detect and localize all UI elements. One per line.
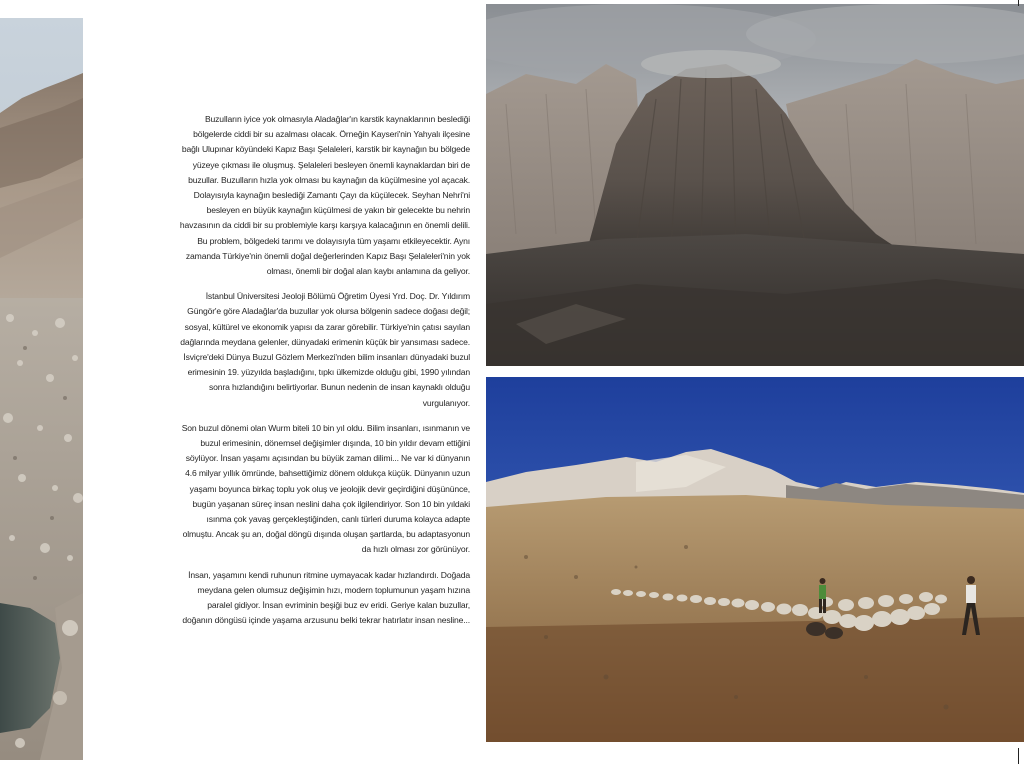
rocky-valley-illustration [0, 18, 83, 760]
article-paragraph-1: Buzulların iyice yok olmasıyla Aladağlar'ın karstik kaynaklarının beslediği bölgelerde ciddi bir su azalması olacak. Örneğin Kayseri'nin Yahyalı ilçesine bağlı Ulupınar köyündeki Kapız Başı Şelaleleri, karstik bir kaynağın bu bölgede yüzeye çıkması ile oluşmuş. Şelaleleri besleyen önemli kaynaklardan biri de buzullar. Buzulların hızla yok olması bu kaynağın da küçülmesine yol açacak. Dolayısıyla kaynağın beslediği Zamantı Çayı da küçülecek. Seyhan Nehri'ni besleyen en büyük kaynağın küçülmesi de yakın bir gelecekte bu nehrin havzasının da ciddi bir su problemiyle karşı karşıya kalacağının en önemli delili. Bu problem, bölgedeki tarımı ve dolayısıyla tüm yaşamı etkileyecektir. Aynı zamanda Türkiye'nin önemli doğal değerlerinden Kapız Başı Şelaleleri'nin yok olması, önemli bir doğal alan kaybı anlamına da geliyor. [179, 114, 470, 277]
article-paragraph-2: İstanbul Üniversitesi Jeoloji Bölümü Öğretim Üyesi Yrd. Doç. Dr. Yıldırım Güngör'e göre Aladağlar'da buzullar yok olursa bölgenin sadece doğası değil; sosyal, kültürel ve ekonomik yapısı da zarar görebilir. Türkiye'nin çatısı sayılan dağlarında meydana gelenler, dünyadaki erimenin küçük bir yansıması sadece. İsviçre'deki Dünya Buzul Gözlem Merkezi'nden bilim insanları dünyadaki buzul erimesinin 19. yüzyılda başladığını, tıpkı ülkemizde olduğu gibi, 1990 yılından sonra hızlandığını belirtiyorlar. Bunun nedenin de insan kaynaklı olduğu vurgulanıyor. [180, 291, 470, 408]
crop-mark-top [1018, 0, 1019, 6]
crop-mark-bottom [1018, 748, 1019, 764]
mountain-peak-illustration [486, 4, 1024, 366]
article-paragraph-3: Son buzul dönemi olan Wurm biteli 10 bin yıl oldu. Bilim insanları, ısınmanın ve buzul erimesinin, dönemsel değişimler dışında, 10 bin yıldır devam ettiğini söylüyor. İnsan yaşamı açısından bu büyük zaman dilimi... Ne var ki dünyanın 4.6 milyar yıllık ömründe, bahsettiğimiz dönem oldukça küçük. Dünyanın uzun yaşamı boyunca birkaç toplu yok oluş ve jeolojik devir geçirdiğini düşününce, bugün yaşanan süreç insan neslini daha çok ilgilendiriyor. Son 10 bin yıldaki ısınma çok yavaş gerçekleştiğinden, canlı türleri duruma kolayca adapte olmuştu. Ancak şu an, doğal döngü dışında oluşan şartlarda, bu adaptasyonun da hızlı olması zor görünüyor. [181, 422, 470, 555]
shepherds-sheep-illustration [486, 377, 1024, 742]
article-text-column [176, 112, 470, 639]
article-paragraph-4: İnsan, yaşamını kendi ruhunun ritmine uymayacak kadar hızlandırdı. Doğada meydana gelen olumsuz değişimin hızı, modern toplumunun yaşam hızına paralel gidiyor. İnsan evriminin beşiği buz ev eridi. Geriye kalan buzullar, doğanın döngüsü içinde yaşama arzusunu belki tekrar hatırlatır insan nesline... [182, 569, 470, 626]
top-photo-mountain-peak [486, 4, 1024, 366]
bottom-photo-shepherds-sheep [486, 377, 1024, 742]
left-photo-rocky-valley [0, 18, 83, 760]
